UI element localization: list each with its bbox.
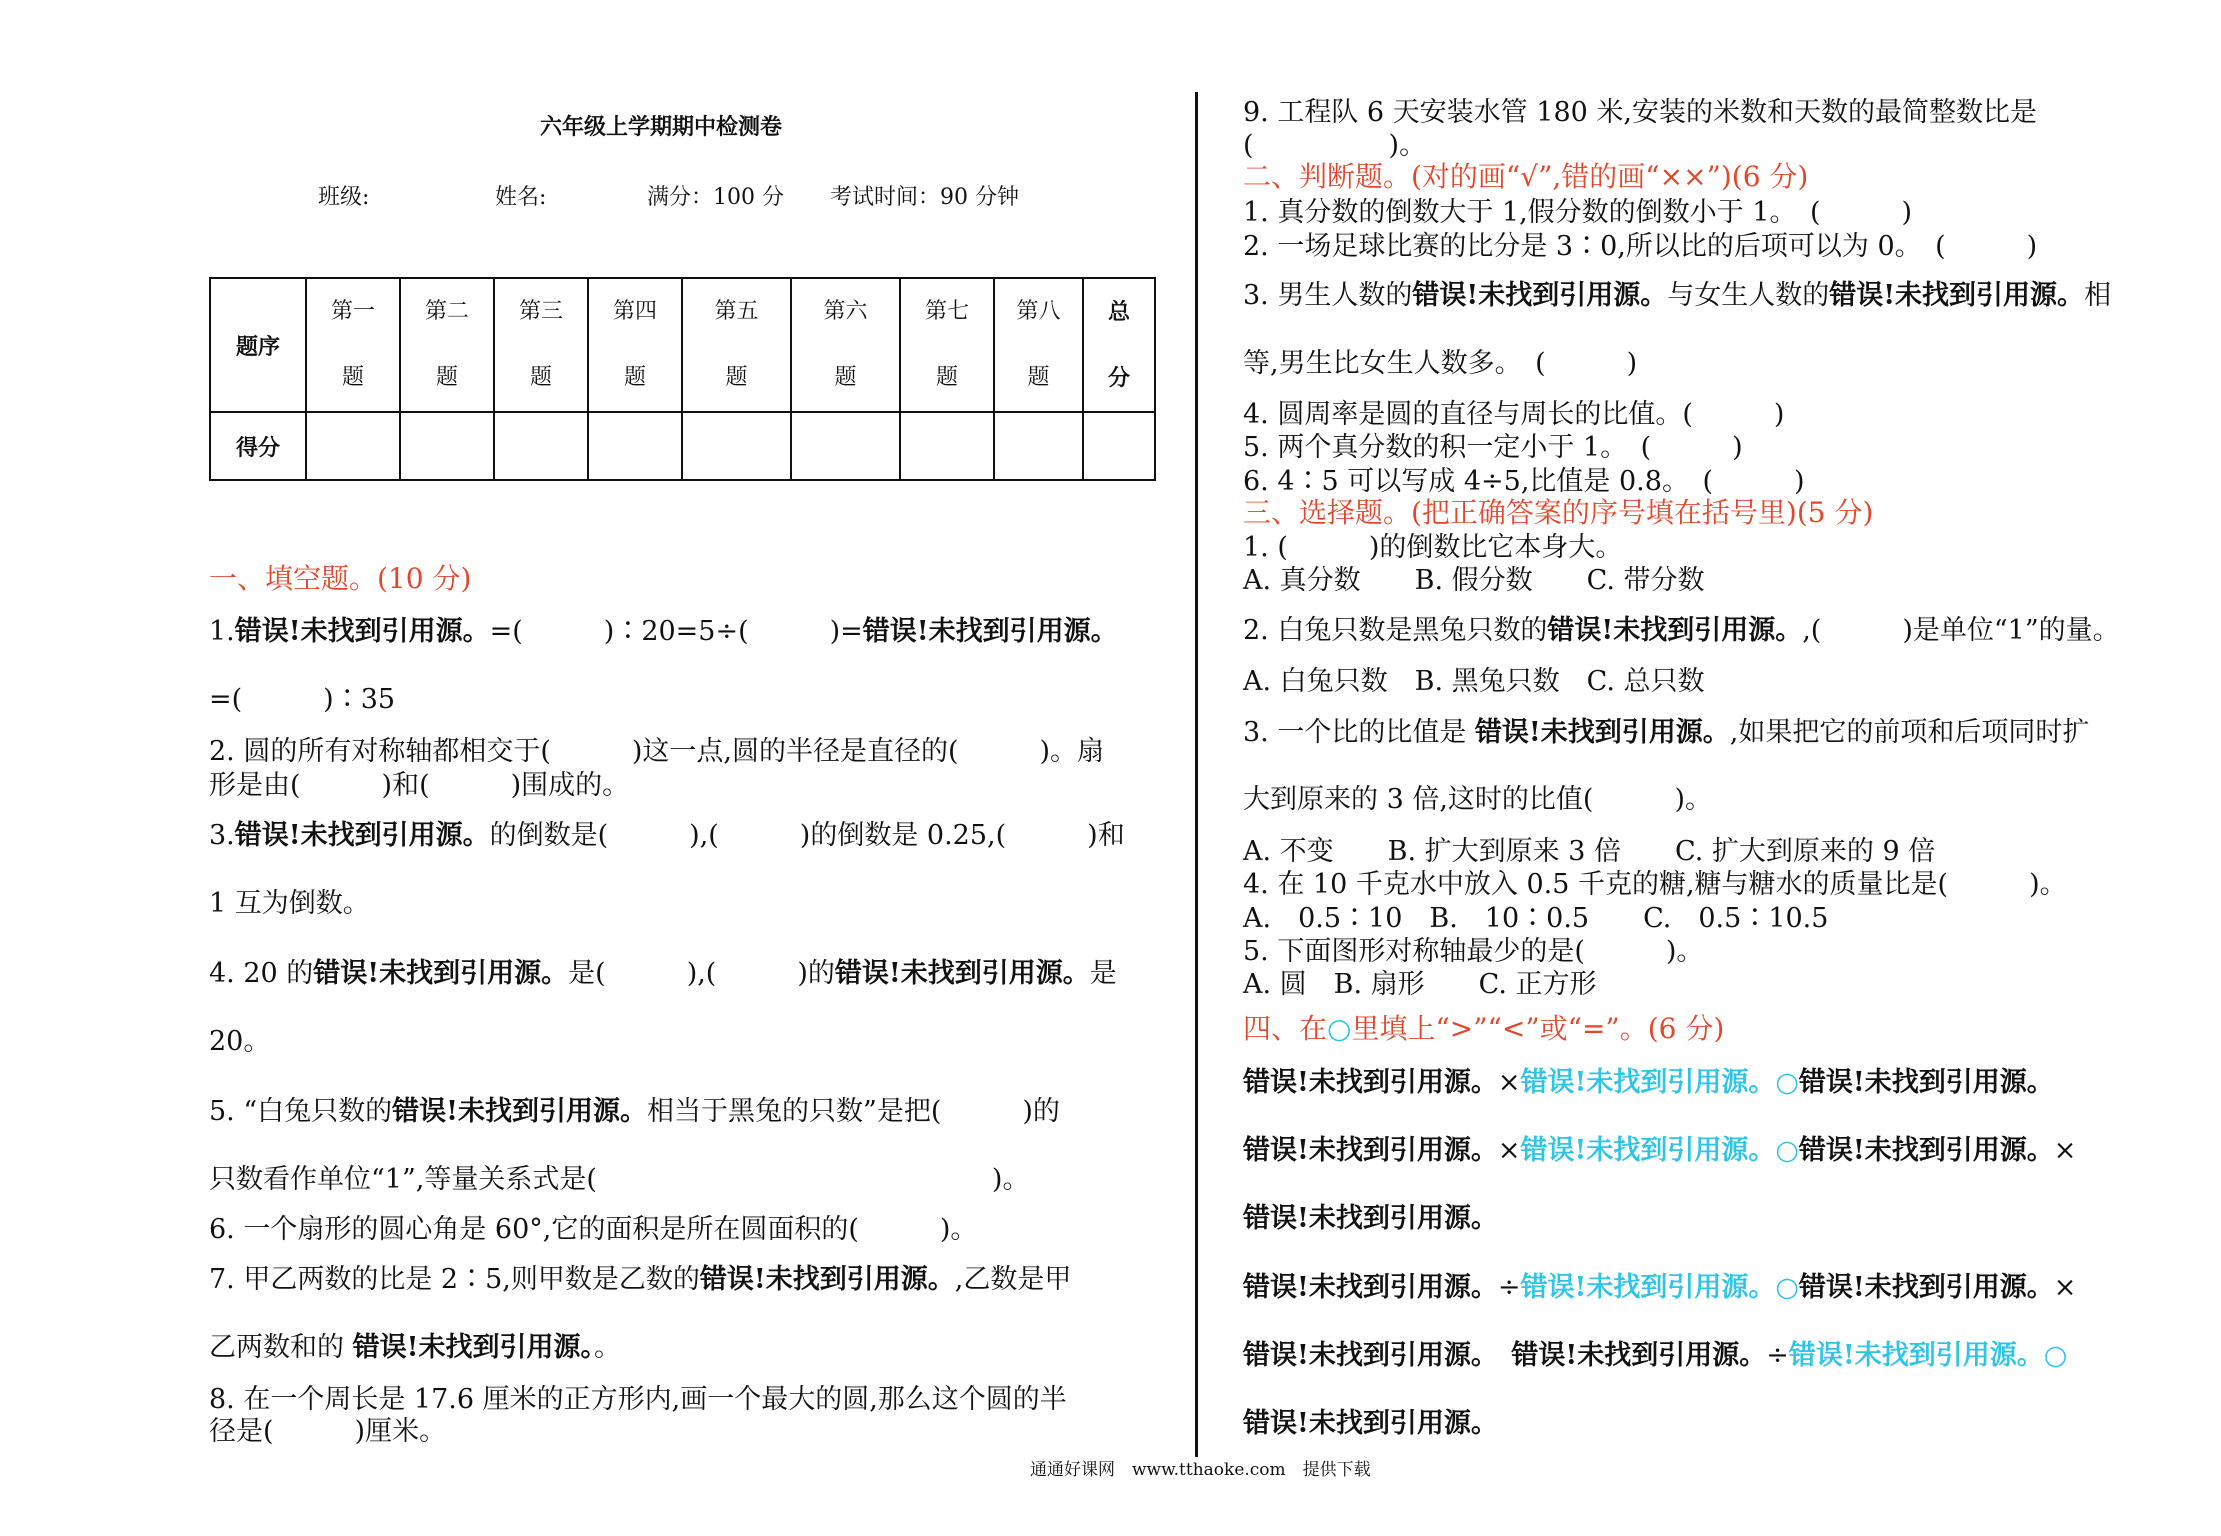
question-3-3: 3. 一个比的比值是 错误!未找到引用源。,如果把它的前项和后项同时扩	[1243, 717, 2090, 748]
compare-row-2-cont: 错误!未找到引用源。	[1243, 1203, 1498, 1234]
col-header: 第五 题	[682, 278, 791, 412]
question-1-7-cont: 乙两数和的 错误!未找到引用源。。	[209, 1332, 621, 1363]
section-1-heading: 一、填空题。(10 分)	[209, 562, 472, 595]
score-cell[interactable]	[682, 412, 791, 480]
full-score: 满分：100 分	[647, 185, 784, 210]
score-cell[interactable]	[1083, 412, 1155, 480]
compare-row-1: 错误!未找到引用源。×错误!未找到引用源。○错误!未找到引用源。	[1243, 1067, 2054, 1098]
question-2-2: 2. 一场足球比赛的比分是 3∶0,所以比的后项可以为 0。 ( )	[1243, 231, 2038, 262]
score-cell[interactable]	[791, 412, 900, 480]
compare-row-3: 错误!未找到引用源。÷错误!未找到引用源。○错误!未找到引用源。×	[1243, 1272, 2077, 1303]
question-1-2: 2. 圆的所有对称轴都相交于( )这一点,圆的半径是直径的( )。扇	[209, 736, 1105, 767]
compare-row-2: 错误!未找到引用源。×错误!未找到引用源。○错误!未找到引用源。×	[1243, 1135, 2077, 1166]
score-cell[interactable]	[494, 412, 588, 480]
question-1-6: 6. 一个扇形的圆心角是 60°,它的面积是所在圆面积的( )。	[209, 1214, 978, 1245]
question-1-5-cont: 只数看作单位“1”,等量关系式是( )。	[209, 1164, 1030, 1195]
question-1-9: 9. 工程队 6 天安装水管 180 米,安装的米数和天数的最简整数比是	[1243, 97, 2037, 128]
name-label: 姓名:	[495, 185, 547, 210]
col-header: 第一 题	[306, 278, 400, 412]
col-header: 第七 题	[900, 278, 994, 412]
question-2-5: 5. 两个真分数的积一定小于 1。 ( )	[1243, 432, 1743, 463]
question-1-8: 8. 在一个周长是 17.6 厘米的正方形内,画一个最大的圆,那么这个圆的半	[209, 1384, 1067, 1415]
question-2-1: 1. 真分数的倒数大于 1,假分数的倒数小于 1。 ( )	[1243, 197, 1913, 228]
class-label: 班级:	[318, 185, 370, 210]
question-1-3-cont: 1 互为倒数。	[209, 888, 370, 919]
circle-icon: ○	[2043, 1340, 2068, 1371]
section-3-heading: 三、选择题。(把正确答案的序号填在括号里)(5 分)	[1243, 496, 1874, 529]
question-2-3-cont: 等,男生比女生人数多。 ( )	[1243, 348, 1638, 379]
circle-icon: ○	[1775, 1272, 1799, 1303]
question-1-2-cont: 形是由( )和( )围成的。	[209, 770, 630, 801]
col-header: 第六 题	[791, 278, 900, 412]
circle-icon: ○	[1775, 1135, 1799, 1166]
circle-icon: ○	[1327, 1012, 1352, 1045]
question-2-6: 6. 4∶5 可以写成 4÷5,比值是 0.8。 ( )	[1243, 466, 1805, 497]
compare-row-4: 错误!未找到引用源。 错误!未找到引用源。÷错误!未找到引用源。○	[1243, 1340, 2068, 1371]
score-cell[interactable]	[994, 412, 1083, 480]
question-2-3: 3. 男生人数的错误!未找到引用源。与女生人数的错误!未找到引用源。相	[1243, 280, 2112, 311]
question-3-4-options: A. 0.5∶10 B. 10∶0.5 C. 0.5∶10.5	[1243, 903, 1829, 934]
question-3-1: 1. ( )的倒数比它本身大。	[1243, 532, 1623, 563]
circle-icon: ○	[1775, 1067, 1799, 1098]
question-1-9-cont: ( )。	[1243, 130, 1427, 161]
question-1-3: 3.错误!未找到引用源。的倒数是( ),( )的倒数是 0.25,( )和	[209, 820, 1125, 851]
exam-time: 考试时间：90 分钟	[830, 185, 1019, 210]
question-3-2-options: A. 白兔只数 B. 黑兔只数 C. 总只数	[1243, 666, 1705, 697]
section-4-heading: 四、在○里填上“>”“<”或“=”。(6 分)	[1243, 1012, 1725, 1045]
question-1-4: 4. 20 的错误!未找到引用源。是( ),( )的错误!未找到引用源。是	[209, 958, 1117, 989]
section-2-heading: 二、判断题。(对的画“√”,错的画“××”)(6 分)	[1243, 160, 1809, 193]
question-2-4: 4. 圆周率是圆的直径与周长的比值。( )	[1243, 399, 1785, 430]
question-3-1-options: A. 真分数 B. 假分数 C. 带分数	[1243, 565, 1705, 596]
question-1-8-cont: 径是( )厘米。	[209, 1416, 447, 1447]
row-label-order: 题序	[210, 278, 306, 412]
question-1-4-cont: 20。	[209, 1026, 271, 1057]
question-3-3-cont: 大到原来的 3 倍,这时的比值( )。	[1243, 784, 1712, 815]
question-1-1-cont: =( )∶35	[209, 684, 396, 715]
question-3-5: 5. 下面图形对称轴最少的是( )。	[1243, 936, 1704, 967]
col-header: 第三 题	[494, 278, 588, 412]
compare-row-4-cont: 错误!未找到引用源。	[1243, 1408, 1498, 1439]
col-header: 第二 题	[400, 278, 494, 412]
row-label-score: 得分	[210, 412, 306, 480]
score-table	[209, 277, 1156, 481]
question-1-5: 5. “白兔只数的错误!未找到引用源。相当于黑兔的只数”是把( )的	[209, 1096, 1060, 1127]
score-cell[interactable]	[306, 412, 400, 480]
question-3-4: 4. 在 10 千克水中放入 0.5 千克的糖,糖与糖水的质量比是( )。	[1243, 869, 2067, 900]
column-divider	[1195, 92, 1198, 1457]
question-3-5-options: A. 圆 B. 扇形 C. 正方形	[1243, 969, 1597, 1000]
question-3-2: 2. 白兔只数是黑兔只数的错误!未找到引用源。,( )是单位“1”的量。	[1243, 615, 2120, 646]
question-3-3-options: A. 不变 B. 扩大到原来 3 倍 C. 扩大到原来的 9 倍	[1243, 836, 1936, 867]
question-1-7: 7. 甲乙两数的比是 2∶5,则甲数是乙数的错误!未找到引用源。,乙数是甲	[209, 1264, 1072, 1295]
page-title: 六年级上学期期中检测卷	[540, 114, 783, 140]
question-1-1: 1.错误!未找到引用源。=( )∶20=5÷( )=错误!未找到引用源。	[209, 616, 1118, 647]
score-cell[interactable]	[400, 412, 494, 480]
score-cell[interactable]	[900, 412, 994, 480]
page-footer: 通通好课网 www.tthaoke.com 提供下载	[1030, 1460, 1371, 1480]
col-header: 第八 题	[994, 278, 1083, 412]
score-cell[interactable]	[588, 412, 682, 480]
col-header-total: 总 分	[1083, 278, 1155, 412]
col-header: 第四 题	[588, 278, 682, 412]
